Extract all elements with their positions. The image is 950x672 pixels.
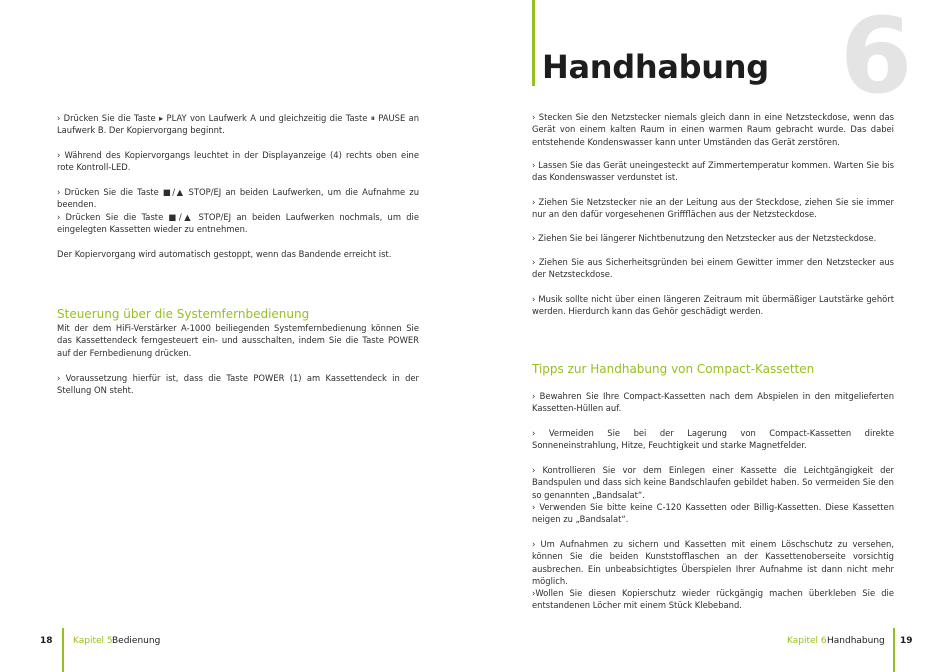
instruction-control-led: › Während des Kopiervorgangs leuchtet in der Displayanzeige (4) rechts oben eine rote Kontroll-LED. [57, 150, 419, 173]
remote-description: Mit der dem HiFi-Verstärker A-1000 beiliegenden Systemfernbedienung können Sie das Kassettendeck ferngesteuert ein- und ausschalten, indem Sie die Taste POWER auf der Fernbedienung drücken. [57, 323, 419, 358]
instruction-eject-cassettes: › Drücken Sie die Taste ■/▲ STOP/EJ an beiden Laufwerken nochmals, um die eingelegten Kassetten wieder zu entnehmen. [57, 212, 419, 235]
tip-avoid-heat: › Vermeiden Sie bei der Lagerung von Compact-Kassetten direkte Sonneneinstrahlung, Hitze, Feuchtigkeit und starke Magnetfelder. [532, 428, 894, 451]
tip-check-spools: › Kontrollieren Sie vor dem Einlegen einer Kassette die Leichtgängigkeit der Bandspulen und dass sich keine Bandschlaufen gebildet haben. So vermeiden Sie den so genannten „Bandsalat“. [532, 465, 894, 500]
tip-undo-protection: ›Wollen Sie diesen Kopierschutz wieder rückgängig machen überkleben Sie die entstandenen Löcher mit einem Stück Klebeband. [532, 588, 894, 611]
footer-rule-left [62, 628, 64, 672]
warning-pull-plug: › Ziehen Sie Netzstecker nie an der Leitung aus der Steckdose, ziehen Sie sie immer nur an den dafür vorgesehenen Griffflächen aus der Netzsteckdose. [532, 197, 894, 220]
note-auto-stop: Der Kopiervorgang wird automatisch gestoppt, wenn das Bandende erreicht ist. [57, 249, 392, 259]
page-number-right: 19 [900, 636, 913, 646]
right-page [475, 0, 950, 672]
warning-thunderstorm: › Ziehen Sie aus Sicherheitsgründen bei einem Gewitter immer den Netzstecker aus der Netzsteckdose. [532, 257, 894, 280]
section-heading-cassette-tips: Tipps zur Handhabung von Compact-Kassetten [532, 362, 815, 376]
section-heading-remote: Steuerung über die Systemfernbedienung [57, 307, 310, 321]
instruction-play-pause: › Drücken Sie die Taste ▸ PLAY von Laufwerk A und gleichzeitig die Taste ⏸ PAUSE an Laufwerk B. Der Kopiervorgang beginnt. [57, 113, 419, 136]
chapter-number: 6 [840, 0, 913, 117]
tip-erase-protection: › Um Aufnahmen zu sichern und Kassetten mit einem Löschschutz zu versehen, können Sie die beiden Kunststofflaschen an der Kassettenoberseite vorsichtig ausbrechen. Ein unbeabsichtigtes Überspielen Ihrer Aufnahme ist dann nicht mehr möglich. [532, 539, 894, 587]
warning-room-temperature: › Lassen Sie das Gerät uneingesteckt auf Zimmertemperatur kommen. Warten Sie bis das Kondenswasser verdunstet ist. [532, 160, 894, 183]
warning-volume: › Musik sollte nicht über einen längeren Zeitraum mit übermäßiger Lautstärke gehört werden. Hierdurch kann das Gehör geschädigt werden. [532, 294, 894, 317]
tip-store-in-cases: › Bewahren Sie Ihre Compact-Kassetten nach dem Abspielen in den mitgelieferten Kassetten-Hüllen auf. [532, 391, 894, 414]
page-number-left: 18 [40, 636, 53, 646]
remote-prerequisite: › Voraussetzung hierfür ist, dass die Taste POWER (1) am Kassettendeck in der Stellung ON steht. [57, 373, 419, 396]
warning-long-disuse: › Ziehen Sie bei längerer Nichtbenutzung den Netzstecker aus der Netzsteckdose. [532, 233, 877, 243]
chapter-title: Handhabung [542, 48, 769, 86]
footer-chapter-name: Handhabung [827, 636, 885, 646]
instruction-stop-recording: › Drücken Sie die Taste ■/▲ STOP/EJ an beiden Laufwerken, um die Aufnahme zu beenden. [57, 187, 419, 210]
footer-rule-right [893, 628, 895, 672]
footer-chapter-label: Kapitel 6 [787, 636, 827, 646]
warning-condensation: › Stecken Sie den Netzstecker niemals gleich dann in eine Netzsteckdose, wenn das Gerät von einem kalten Raum in einen warmen Raum gebracht wurde. Das dabei entstehende Kondenswasser kann unter Umständen das Gerät zerstören. [532, 112, 894, 147]
footer-chapter-label: Kapitel 5 [73, 636, 113, 646]
chapter-title-rule [532, 0, 535, 86]
footer-chapter-name: Bedienung [112, 636, 161, 646]
tip-no-c120: › Verwenden Sie bitte keine C-120 Kassetten oder Billig-Kassetten. Diese Kassetten neigen zu „Bandsalat“. [532, 502, 894, 525]
